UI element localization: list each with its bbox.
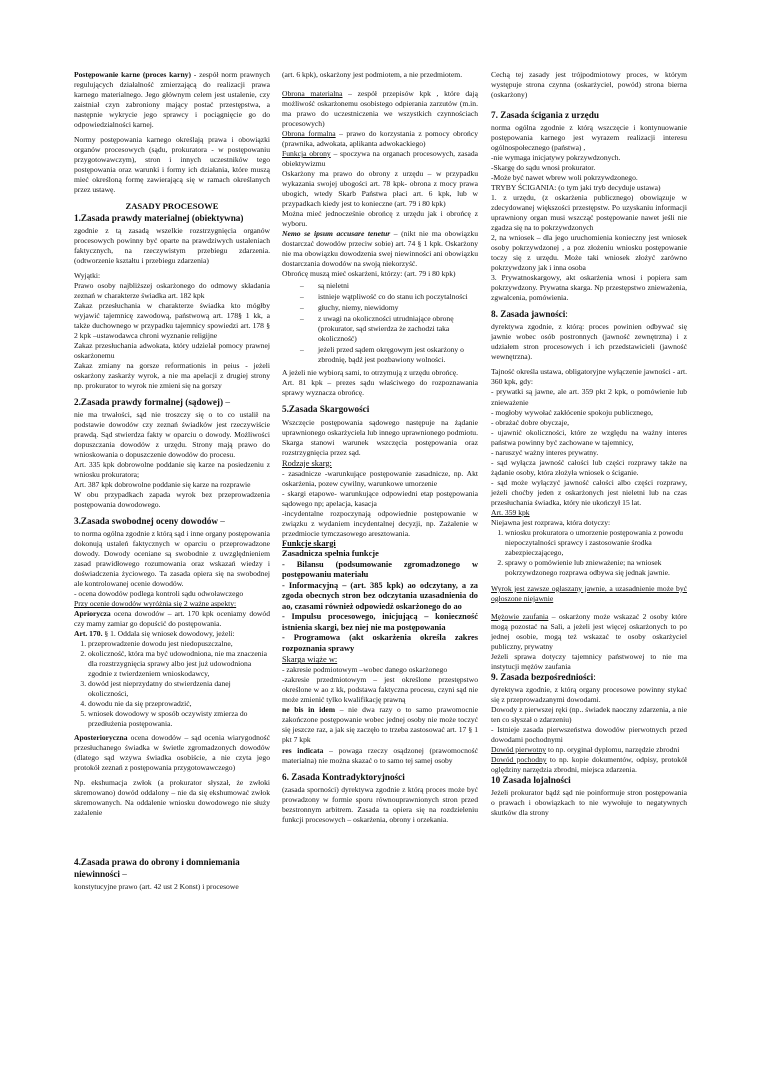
principle-2-title (74, 397, 270, 408)
principle-9-colon: : (593, 671, 596, 682)
exception-2: Zakaz przesłuchania w charakterze świadka kto mógłby wyjawić tajemnicę zawodową, państwową art. 178§ 1 kk, a także duchownego w przypadku tajemnicy spowiedzi art. 178 § 2 kpk –ustawodawca chroni wyznanie religijne (74, 300, 270, 340)
principle-8-colon: : (565, 309, 568, 320)
art170-item: 4. dowodu nie da się przeprowadzić, (88, 699, 270, 709)
complaint-function-2: - Informacyjną – (art. 385 kpk) ao odczytany, a za zgoda obecnych stron bez odczytania uzasadnienia do ao, czasami również odpowiedź oskarżonego do ao (282, 580, 478, 611)
principle-10-text: Jeżeli prokurator bądź sąd nie poinformuje stron postępowania o prawach i obowiązkach to nie wywołuje to negatywnych skutków dla strony (491, 788, 687, 818)
secrecy-7: - sąd może wyłączyć jawność całości albo części rozprawy, jeżeli choćby jeden z oskarżonych jest nieletni lub na czas przesłuchania świadka, który nie ukończył 15 lat. (491, 477, 687, 507)
closed-hearing-item: 1. wniosku prokuratora o umorzenie postępowania z powodu niepoczytalności sprawcy i zastosowanie środka zabezpieczającego, (505, 528, 687, 558)
trustees-term: Mężowie zaufania (491, 611, 549, 621)
aposterioric-term: Aposterioryczna (74, 733, 128, 743)
aposterioric-paragraph (74, 733, 270, 773)
norms-paragraph: Normy postępowania karnego określają prawa i obowiązki organów procesowych (sądu, prokuratora - w postępowaniu przygotowawczym), stron i innych uczestników tego postępowania oraz warunki i formy ich działania, które muszą mieć określoną formę zawierającą się w ramach określanych przez ustawę. (74, 135, 270, 195)
principle-2-art335: Art. 335 kpk dobrowolne poddanie się karze na posiedzeniu z wniosku prokuratora; (74, 459, 270, 479)
mandatory-defense-item: – z uwagi na okoliczności utrudniające obronę (prokurator, sąd stwierdza że zachodzi taka okoliczność) (282, 314, 478, 344)
material-defense-text: – zespół przepisów kpk , które dają możliwość oskarżonemu osobistego odpierania zarzutów (m.in. ma prawo do uczestniczenia we wszystkich czynnościach procesowych) (282, 89, 479, 129)
principle-4-title-text: 4.Zasada prawa do obrony i domniemania niewinności (74, 857, 240, 879)
principle-10-title: 10 Zasada lojalności (491, 775, 571, 786)
column-1 (74, 70, 270, 892)
primary-evidence-text: to np. oryginał dyplomu, narzędzie zbrodni (546, 745, 680, 755)
principle-5-title: 5.Zasada Skargowości (282, 404, 370, 415)
principle-4-text: konstytucyjne prawo (art. 42 ust 2 Konst) i procesowe (74, 881, 239, 891)
trustees-note: Jeżeli sprawa dotyczy tajemnicy państwowej to nie ma instytucji mężów zaufania (491, 651, 687, 671)
principle-3-title-text: 3.Zasada swobodnej oceny dowodów (74, 516, 218, 526)
art170-list (74, 639, 270, 729)
principle-3-dash: – (217, 516, 225, 526)
mandatory-defense-item: – są nieletni (282, 281, 478, 291)
ne-bis-in-idem-text: – nie dwa razy o to samo prawomocnie zakończone postępowanie wobec jednej osoby nie może toczyć się jeszcze raz, a jak się zaczęło to trzeba zastosować art. 17 § 1 pkt 7 kpk (282, 705, 478, 745)
complaint-functions-label: Funkcje skargi (282, 538, 336, 548)
res-indicata-text: – powaga rzeczy osądzonej (prawomocność materialna) nie można skazać o to samo tej samej osoby (282, 745, 478, 765)
section-title: ZASADY PROCESOWE (125, 201, 219, 212)
principle-3-text: to norma ogólna zgodnie z którą sąd i inne organy postępowania dokonują ustaleń faktycznych w oparciu o przeprowadzone dowody. Dowody oceniane są swobodnie z uwzględnieniem zasad prawidłowego rozumowania oraz wskazań wiedzy i doświadczenia życiowego. Ta zasada opiera się na swobodnej ale kontrolowanej ocenie dowodów. (74, 529, 270, 589)
closed-hearing-list (491, 528, 687, 578)
secrecy-6: - sąd wyłącza jawność całości lub części rozprawy także na żądanie osoby, która złożyła wniosek o ściganie. (491, 457, 687, 477)
trustees-paragraph (491, 612, 687, 652)
principle-5-text: Wszczęcie postępowania sądowego następuje na żądanie uprawnionego oskarżyciela lub innego uprawnionego podmiotu. Skarga stanowi warunek wszczęcia postępowania oraz rozstrzygnięcia przez sąd. (282, 417, 478, 457)
secrecy-5: - naruszyć ważny interes prywatny. (491, 447, 599, 457)
complaint-type-3: -incydentalne rozpoczynają odpowiednie postępowanie w związku z wydaniem incydentalnej decyzji, np. Zażalenie w przedmiocie tymczasowego aresztowania. (282, 508, 478, 538)
principle-1-text: zgodnie z tą zasadą wszelkie rozstrzygnięcia organów procesowych powinny być oparte na prawdziwych ustaleniach faktycznych, na rzeczywistym przebiegu zdarzenia. (odtworzenie kształtu i przebiegu zdarzenia) (74, 225, 270, 265)
secrecy-4: - ujawnić okoliczności, które ze względu na ważny interes państwa powinny być zachowane w tajemnicy, (491, 427, 687, 447)
principle-4-cont: (art. 6 kpk), oskarżony jest podmiotem, a nie przedmiotem. (282, 70, 463, 79)
complaint-functions-intro: Zasadnicza spełnia funkcje (282, 549, 379, 559)
principle-3-title (74, 516, 270, 527)
mode-1: 1. z urzędu, (z oskarżenia publicznego) obowiązuje w zdecydowanej większości przestępstw. Po uzyskaniu informacji uprawniony organ musi wszcząć postępowanie nawet jeśli nie zgadza się na to pokrzywdzonych (491, 193, 687, 233)
principle-9-text: dyrektywa zgodnie, z którą organy procesowe powinny stykać się z przeprowadzanymi dowodami. (491, 684, 687, 704)
trustees-text: – oskarżony może wskazać 2 osoby które mogą pozostać na Sali, a jeżeli jest więcej oskarżonych to po jednej osobie, mogą też wskazać te osoby oskarżyciel publiczny, prywatny (491, 611, 687, 651)
prosecution-modes: TRYBY ŚCIGANIA: (o tym jaki tryb decyduje ustawa) (491, 183, 661, 193)
art81-paragraph: Art. 81 kpk – prezes sądu właściwego do rozpoznawania sprawy wyznacza obrońcę. (282, 378, 478, 398)
primary-evidence (491, 745, 687, 755)
exception-4: Zakaz zmiany na gorsze reformationis in peius - jeżeli oskarżony zaskarży wyrok, a nie ma apelacji z drugiej strony np. prokurator to wyrok nie zmieni się na gorszy (74, 360, 270, 390)
art170-paragraph (74, 629, 270, 639)
dual-defense: Można mieć jednocześnie obrońcę z urzędu jak i obrońcę z wyboru. (282, 209, 478, 229)
res-indicata (282, 746, 478, 766)
nemo-term: Nemo se ipsum accusare tenetur (282, 229, 391, 239)
res-indicata-term: res indicata (282, 745, 324, 755)
principle-9-b: - Istnieje zasada pierwszeństwa dowodów pierwotnych przed dowodami pochodnymi (491, 725, 687, 745)
derived-evidence-text: to np. kopie dokumentów, odpisy, protokół oględziny narzędzia zbrodni, miejsca zdarzenia. (491, 755, 687, 775)
art170-item: 1. przeprowadzenie dowodu jest niedopuszczalne, (88, 639, 270, 649)
formal-defense-text: – prawo do korzystania z pomocy obrońcy (prawnika, adwokata, aplikanta adwokackiego) (282, 129, 478, 149)
closed-hearing-intro: Niejawna jest rozprawa, która dotyczy: (491, 517, 611, 527)
complaint-function-1: - Bilansu (podsumowanie zgromadzonego w postępowaniu materiału (282, 559, 478, 580)
nemo-text: – (nikt nie ma obowiązku dostarczać dowodów przeciw sobie) art. 74 § 1 kpk. Oskarżony nie ma obowiązku dowodzenia swej niewinności ani obowiązku dostarczania dowodów na swoją niekorzyść. (282, 229, 478, 269)
complaint-type-2: - skargi etapowe- warunkujące odpowiedni etap postępowania sądowego np; apelacja, kasacja (282, 488, 478, 508)
art359-label: Art. 359 kpk (491, 507, 530, 517)
principle-6-cont: Cechą tej zasady jest trójpodmiotowy proces, w którym występuje strona czynna (oskarżyciel, powód) strona bierna (oskarżony) (491, 70, 687, 100)
art170-item: 3. dowód jest nieprzydatny do stwierdzenia danej okoliczności, (88, 679, 270, 699)
column-2 (282, 70, 478, 825)
material-defense (282, 89, 478, 129)
principle-2-note: W obu przypadkach zapada wyrok bez przeprowadzenia postępowania dowodowego. (74, 489, 270, 509)
defense-function (282, 149, 478, 169)
complaint-types-label: Rodzaje skarg: (282, 458, 332, 468)
formal-defense (282, 129, 478, 149)
closed-hearing-item: 2. sprawy o pomówienie lub znieważenie; na wniosek pokrzywdzonego rozprawa odbywa się jednak jawnie. (505, 558, 687, 578)
principle-3-aspects: Przy ocenie dowodów wyróżnia się 2 ważne aspekty: (74, 599, 237, 609)
mandatory-defense-item: – głuchy, niemy, niewidomy (282, 303, 478, 313)
principle-7-b: -nie wymaga inicjatywy pokrzywdzonych. (491, 153, 621, 163)
principle-3-review: - ocena dowodów podlega kontroli sądu odwoławczego (74, 589, 244, 599)
principle-1-title: 1.Zasada prawdy materialnej (obiektywna) (74, 212, 244, 223)
verdict-note: Wyrok jest zawsze ogłaszany jawnie, a uzasadnienie może być ogłoszone niejawnie (491, 583, 687, 603)
nemo-paragraph (282, 229, 478, 269)
art170-text: § 1. Oddala się wniosek dowodowy, jeżeli: (102, 629, 235, 639)
principle-8-text: dyrektywa zgodnie, z którą: proces powinien odbywać się jawnie wobec osób postronnych (jawność zewnętrzna) i z udziałem stron procesowych i ich przedstawicieli (jawność wewnętrzna). (491, 322, 687, 362)
complaint-function-3: - Impulsu procesowego, inicjującą – konieczność istnienia skargi, bez niej nie ma postępowania (282, 612, 478, 632)
aposterioric-text: ocena dowodów – sąd ocenia wiarygodność przesłuchanego świadka w świetle zgromadzonych dowodów (dlatego sąd wzywa świadka osobiście, a nie czyta jego protokół zeznań z postępowania przygotowawczego) (74, 733, 270, 773)
ne-bis-in-idem-term: ne bis in idem (282, 705, 336, 715)
defense-function-term: Funkcja obrony (282, 149, 331, 159)
mode-3: 3. Prywatnoskargowy, akt oskarżenia wnosi i popiera sam pokrzywdzony. Prywatna skarga. Np przestępstwo znieważenia, zgwalcenia, pomówienia. (491, 273, 687, 303)
principle-8-title-text: 8. Zasada jawności (491, 309, 566, 320)
principle-2-dash: – (223, 396, 230, 407)
art170-item: 5. wniosek dowodowy w sposób oczywisty zmierza do przedłużenia postępowania. (88, 709, 270, 729)
assigned-defense: A jeżeli nie wybiorą sami, to otrzymują z urzędu obrońcę. (282, 368, 459, 378)
principle-4-dash: – (119, 868, 127, 879)
principle-7-a: norma ogólna zgodnie z którą wszczęcie i kontynuowanie postępowania karnego jest wyrazem realizacji interesu ogólnospołecznego (państwa) , (491, 123, 687, 153)
secrecy-1: - prywatki są jawne, ale art. 359 pkt 2 kpk, o pomówienie lub znieważenie (491, 387, 687, 407)
exhumation-paragraph: Np. ekshumacja zwłok (a prokurator słyszał, że zwłoki skremowano) dowód oddalony – nie da się ekshumować zwłok skremowanych. Na oddalenie wniosku dowodowego nie służy zażalenie (74, 778, 270, 818)
mandatory-defense-item: – jeżeli przed sądem okręgowym jest oskarżony o zbrodnię, bądź jest pozbawiony wolności. (282, 345, 478, 365)
formal-defense-term: Obrona formalna (282, 129, 336, 139)
principle-4-title (74, 857, 270, 879)
principle-2-art387: Art. 387 kpk dobrowolne poddanie się karze na rozprawie (74, 479, 251, 489)
column-3 (491, 70, 687, 818)
principle-9-a: Dowody z pierwszej ręki (np.. świadek naoczny zdarzenia, a nie ten co słyszał o zdarzeniu) (491, 704, 687, 724)
mode-2: 2, na wniosek – dla jego uruchomienia konieczny jest wniosek osoby pokrzywdzonej , a poz złożeniu wniosku postępowanie toczy się z urzędu. Może taki wniosek złożyć zarówno pokrzywdzony jak i inna osoba (491, 233, 687, 273)
mandatory-defense-intro: Obrońcę muszą mieć oskarżeni, którzy: (art. 79 i 80 kpk) (282, 269, 456, 279)
intro-text: - zespół norm prawnych regulujących działalność zmierzającą do realizacji prawa karnego materialnego. Jego głównym celem jest ustalenie, czy zaistniał czyn zabroniony mający postać przestępstwa, a następnie wykrycie jego sprawcy i pociągnięcie go do odpowiedzialności karnej. (74, 70, 270, 130)
complaint-type-1: - zasadnicze -warunkujące postępowanie zasadnicze, np. Akt oskarżenia, pozew cywilny, warunkowe umorzenie (282, 468, 478, 488)
principle-2-title-text: 2.Zasada prawdy formalnej (sądowej) (74, 396, 224, 407)
principle-7-c: -Skargę do sądu wnosi prokurator. (491, 163, 596, 173)
binding-2: -zakresie przedmiotowym – jest określone przestępstwo określone w ao z kk, podstawa faktyczna procesu, czyni sąd nie może zmienić tylko kwalifikację prawną (282, 675, 478, 705)
principle-6-title: 6. Zasada Kontradyktoryjności (282, 771, 405, 782)
primary-evidence-term: Dowód pierwotny (491, 745, 547, 755)
spacer (74, 823, 270, 851)
art170-item: 2. okoliczność, która ma być udowodniona, nie ma znaczenia dla rozstrzygnięcia sprawy albo jest już udowodniona zgodnie z twierdzeniem wnioskodawcy, (88, 649, 270, 679)
principle-2-text: nie ma trwałości, sąd nie troszczy się o to co ustalił na podstawie dowodów czy zeznań świadków jest rzeczywiście prawdą. Sąd stwierdza fakty w oparciu o dowody. Możliwości dopuszczania dowodów z urzędu. Strony mają prawo do wnioskowania o dopuszczenie dowodów do procesu. (74, 409, 270, 459)
ex-officio-defense: Oskarżony ma prawo do obrony z urzędu – w przypadku wykazania swojej ubogości art. 78 kpk- obrona z mocy prawa ubogich, wtedy Skarb Państwa płaci art. 6 kpk, lub w przypadkach kiedy jest to konieczne (art. 79 i 80 kpk) (282, 169, 478, 209)
secrecy-3: - obrażać dobre obyczaje, (491, 417, 569, 427)
ne-bis-in-idem (282, 705, 478, 745)
aprioric-term: Apriorycza (74, 609, 111, 619)
principle-7-title: 7. Zasada ścigania z urzędu (491, 110, 599, 121)
complaint-function-4: - Programowa (akt oskarżenia określa zakres rozpoznania sprawy (282, 633, 478, 653)
art170-term: Art. 170. (74, 629, 103, 639)
defense-function-text: – spoczywa na organach procesowych, zasada obiektywizmu (282, 149, 478, 169)
exception-3: Zakaz przesłuchania adwokata, który udzielał pomocy prawnej oskarżonemu (74, 340, 270, 360)
principle-7-d: -Może być nawet wbrew woli pokrzywdzonego. (491, 173, 638, 183)
mandatory-defense-item: – istnieje wątpliwość co do stanu ich poczytalności (282, 292, 478, 302)
principle-9-title-text: 9. Zasada bezpośredniości (491, 671, 594, 682)
derived-evidence-term: Dowód pochodny (491, 755, 547, 765)
intro-term: Postępowanie karne (proces karny) (74, 70, 192, 79)
binding-label: Skarga wiąże w: (282, 655, 338, 665)
secrecy-intro: Tajność określa ustawa, obligatoryjne wyłączenie jawności - art. 360 kpk, gdy: (491, 367, 687, 387)
exception-1: Prawo osoby najbliższej oskarżonego do odmowy składania zeznań w charakterze świadka art. 182 kpk (74, 280, 270, 300)
principle-9-title (491, 672, 687, 683)
principle-8-title (491, 309, 687, 320)
binding-1: - zakresie podmiotowym –wobec danego oskarżonego (282, 665, 448, 675)
principle-6-text: (zasada sporności) dyrektywa zgodnie z którą proces może być prowadzony w formie sporu równouprawnionych stron przed bezstronnym arbitrem. Zasada ta opiera się na rozdzieleniu funkcji procesowych – oskarżenia, obrony i orzekania. (282, 784, 478, 824)
derived-evidence (491, 755, 687, 775)
aprioric-text: ocena dowodów – art. 170 kpk oceniamy dowód czy mamy zamiar go dopuścić do postępowania. (74, 609, 270, 629)
mandatory-defense-list (282, 281, 478, 365)
intro-paragraph (74, 70, 270, 130)
aprioric-paragraph (74, 609, 270, 629)
exceptions-label: Wyjątki: (74, 270, 101, 280)
material-defense-term: Obrona materialna (282, 89, 343, 99)
secrecy-2: - mogłoby wywołać zakłócenie spokoju publicznego, (491, 407, 653, 417)
